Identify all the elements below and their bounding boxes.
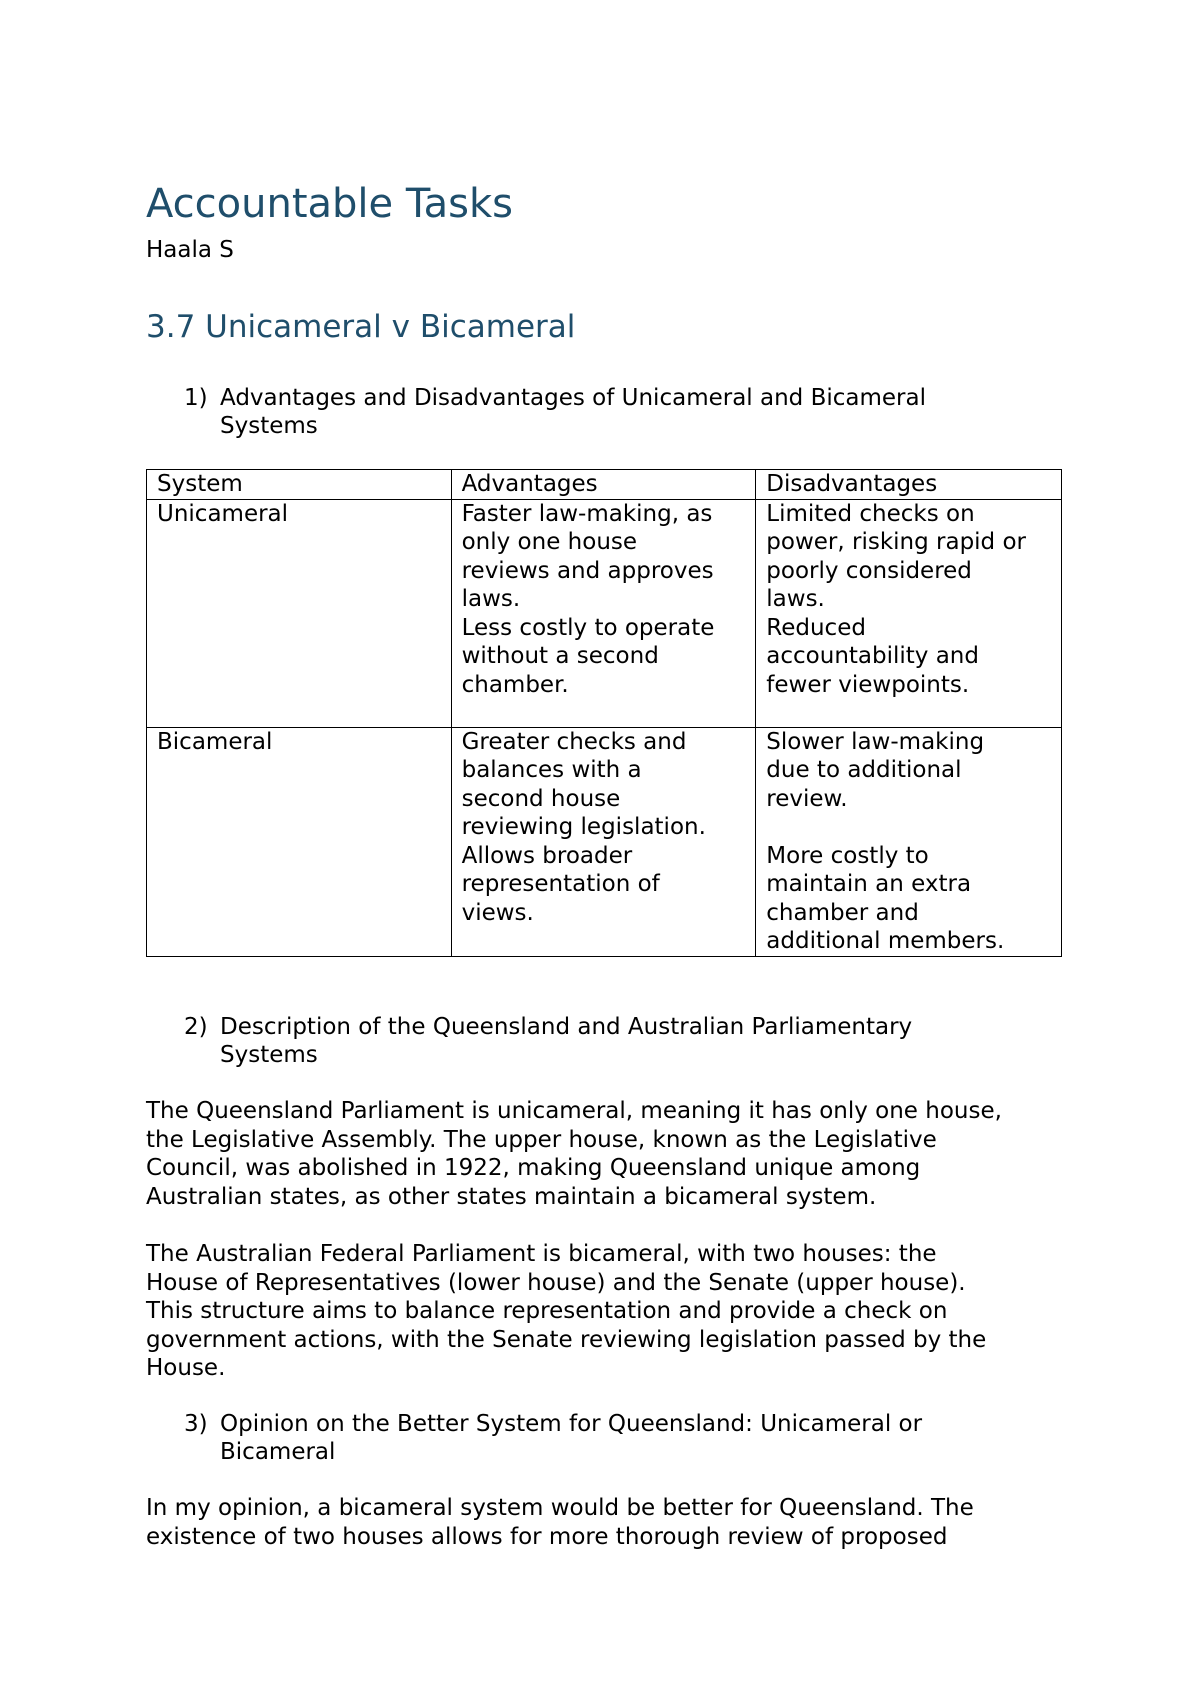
question-number: 2) xyxy=(184,1014,208,1040)
question-text: Advantages and Disadvantages of Unicameral and Bicameral Systems xyxy=(220,385,926,439)
question-1-heading xyxy=(184,384,1044,440)
table-row xyxy=(147,727,1062,956)
table-cell-disadvantages: Limited checks on power, risking rapid or poorly considered laws. Reduced accountability and fewer viewpoints. xyxy=(756,499,1062,727)
table-cell-advantages: Faster law-making, as only one house reviews and approves laws. Less costly to operate without a second chamber. xyxy=(451,499,756,727)
paragraph-federal: The Australian Federal Parliament is bicameral, with two houses: the House of Representatives (lower house) and the Senate (upper house). This structure aims to balance representation and provide a check on government actions, with the Senate reviewing legislation passed by the House. xyxy=(146,1241,987,1381)
paragraph-gap xyxy=(766,813,1051,842)
question-text: Description of the Queensland and Australian Parliamentary Systems xyxy=(220,1014,913,1068)
paragraph-queensland: The Queensland Parliament is unicameral, meaning it has only one house, the Legislative Assembly. The upper house, known as the Legislative Council, was abolished in 1922, making Queensland unique among Australian states, as other states maintain a bicameral system. xyxy=(146,1098,1002,1210)
table-cell-system: Unicameral xyxy=(147,499,452,727)
author-name: Haala S xyxy=(146,237,234,263)
question-number: 1) xyxy=(184,385,208,411)
question-3-heading xyxy=(184,1410,1044,1466)
table-header-cell: System xyxy=(147,470,452,500)
table-cell-system: Bicameral xyxy=(147,727,452,956)
table-cell-advantages: Greater checks and balances with a second house reviewing legislation. Allows broader representation of views. xyxy=(451,727,756,956)
table-header-row xyxy=(147,470,1062,500)
paragraph-opinion: In my opinion, a bicameral system would be better for Queensland. The existence of two houses allows for more thorough review of proposed xyxy=(146,1495,974,1550)
table-cell-disadvantages: Slower law-making due to additional review. More costly to maintain an extra chamber and additional members. xyxy=(756,727,1062,956)
question-2-heading xyxy=(184,1013,1044,1069)
table-row xyxy=(147,499,1062,727)
table-header-cell: Disadvantages xyxy=(756,470,1062,500)
document-title: Accountable Tasks xyxy=(146,181,514,227)
table-header-cell: Advantages xyxy=(451,470,756,500)
comparison-table xyxy=(146,469,1062,957)
question-number: 3) xyxy=(184,1411,208,1437)
section-heading: 3.7 Unicameral v Bicameral xyxy=(146,309,576,345)
question-text: Opinion on the Better System for Queensland: Unicameral or Bicameral xyxy=(220,1411,923,1465)
